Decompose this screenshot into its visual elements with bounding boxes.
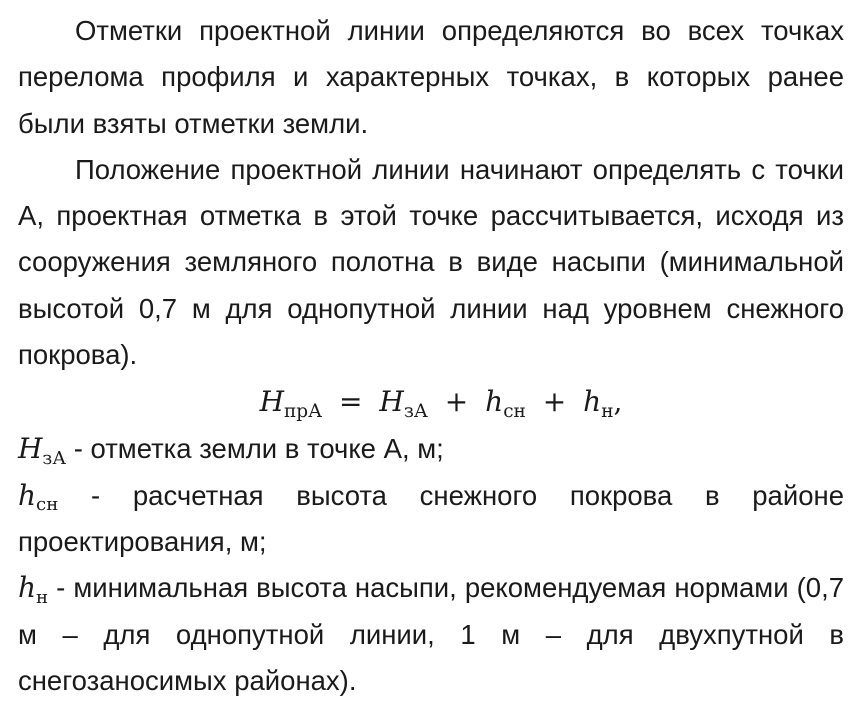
definition-text: - отметка земли в точке А, м; [66,433,444,465]
definition-symbol: h [18,571,37,605]
definition-symbol: h [18,478,37,512]
formula-plus-1: + [444,385,469,419]
formula-lhs-subscript: прА [284,401,323,423]
definition-text: - минимальная высота насыпи, рекомендуемая нормами (0,7 м – для однопутной линии, 1 м – для двухпутной в снегозаносимых районах). [18,572,844,696]
formula-design-mark [18,378,844,426]
definition-symbol: H [18,432,43,466]
definition-subscript: н [36,587,49,609]
formula-term2-subscript: сн [503,401,526,423]
paragraph-design-line-marks: Отметки проектной линии определяются во всех точках перелома профиля и характерных точках, в которых ранее были взяты отметки земли. [18,15,844,139]
document-page [18,8,844,704]
definition-text: - расчетная высота снежного покрова в районе проектирования, м; [18,479,844,557]
definition-min-embankment [18,565,844,704]
definition-subscript: зА [42,448,67,470]
formula-plus-2: + [542,385,567,419]
definition-ground-mark [18,426,844,472]
formula-trailing-comma: , [613,385,623,419]
paragraph-design-line-position: Положение проектной линии начинают определять с точки А, проектная отметка в этой точке рассчитывается, исходя из сооружения земляного полотна в виде насыпи (минимальной высотой 0,7 м для однопутной линии над уровнем снежного покрова). [18,153,844,371]
definition-subscript: сн [36,494,59,516]
formula-term1-symbol: H [379,385,404,419]
formula-term1-subscript: зА [403,401,428,423]
formula-term3-symbol: h [583,385,602,419]
formula-term2-symbol: h [485,385,504,419]
formula-lhs-symbol: H [259,385,284,419]
formula-term3-subscript: н [601,401,614,423]
definition-snow-height [18,473,844,566]
formula-equals: = [339,385,363,419]
